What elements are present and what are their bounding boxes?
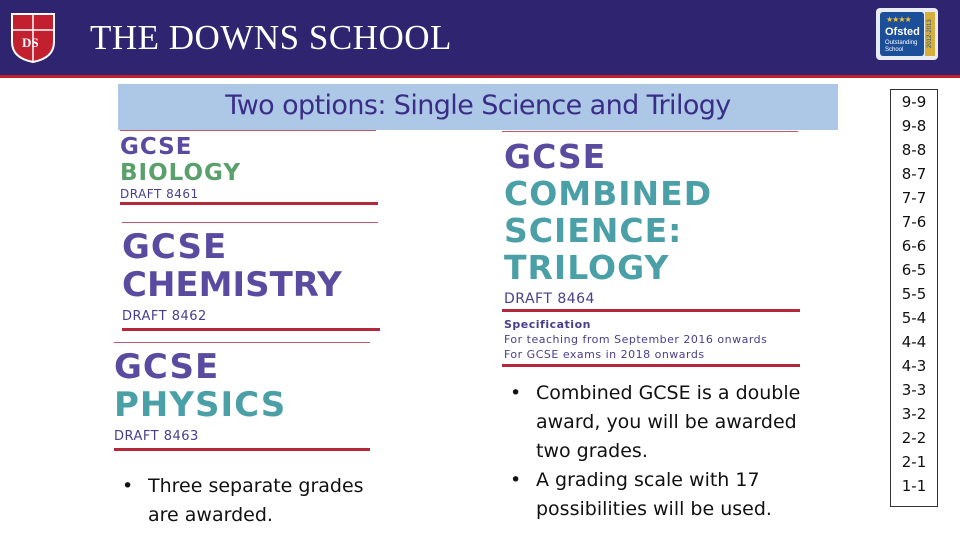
- cover-spec-label: Specification: [504, 318, 591, 331]
- grade-value: 5-5: [901, 285, 927, 303]
- ofsted-grade: Outstanding School: [885, 40, 918, 53]
- grade-scale-box: [890, 89, 938, 507]
- cover-draft-code: DRAFT 8464: [504, 291, 595, 307]
- bullet-item: • A grading scale with 17 possibilities will be used.: [504, 466, 814, 524]
- cover-gcse-label: GCSE: [122, 227, 228, 267]
- ofsted-badge: [876, 8, 938, 60]
- biology-cover: [112, 130, 378, 208]
- slide-title: Two options: Single Science and Trilogy: [225, 90, 731, 121]
- grade-value: 7-7: [901, 189, 927, 207]
- trilogy-cover: [500, 130, 800, 366]
- school-header: [0, 0, 960, 78]
- grade-value: 9-8: [901, 117, 927, 135]
- cover-draft-code: DRAFT 8461: [120, 187, 199, 201]
- cover-subject-label: COMBINED: [504, 174, 713, 213]
- slide-title-bar: [118, 84, 838, 130]
- grade-value: 2-1: [901, 453, 927, 471]
- grade-value: 4-3: [901, 357, 927, 375]
- school-crest-icon: [10, 12, 56, 64]
- crest-letters: DS: [22, 35, 39, 50]
- cover-draft-code: DRAFT 8463: [114, 429, 199, 444]
- stars-icon: ★★★★: [886, 15, 911, 24]
- ofsted-brand: Ofsted: [885, 26, 920, 38]
- grade-value: 1-1: [901, 477, 927, 495]
- grade-value: 7-6: [901, 213, 927, 231]
- cover-rule: [114, 448, 370, 451]
- cover-rule: [120, 130, 376, 131]
- cover-spec-line-1: For teaching from September 2016 onwards: [504, 333, 768, 346]
- grade-value: 9-9: [901, 93, 927, 111]
- chemistry-cover: [112, 222, 380, 334]
- cover-subject-label-3: TRILOGY: [504, 248, 670, 287]
- cover-rule: [502, 131, 798, 132]
- grade-value: 5-4: [901, 309, 927, 327]
- bullet-item: • Three separate grades are awarded.: [116, 472, 376, 530]
- cover-rule: [122, 328, 380, 331]
- grade-value: 4-4: [901, 333, 927, 351]
- ofsted-years: 2012-2013: [925, 12, 935, 56]
- cover-subject-label-2: SCIENCE:: [504, 211, 683, 250]
- cover-subject-label: PHYSICS: [114, 385, 287, 425]
- grade-value: 6-6: [901, 237, 927, 255]
- cover-spec-line-2: For GCSE exams in 2018 onwards: [504, 348, 705, 361]
- cover-subject-label: BIOLOGY: [120, 160, 242, 186]
- grade-value: 3-2: [901, 405, 927, 423]
- cover-gcse-label: GCSE: [114, 347, 220, 387]
- cover-rule: [502, 364, 800, 367]
- grade-value: 8-7: [901, 165, 927, 183]
- cover-gcse-label: GCSE: [504, 137, 607, 176]
- grade-value: 2-2: [901, 429, 927, 447]
- cover-gcse-label: GCSE: [120, 134, 193, 160]
- cover-rule: [114, 342, 370, 343]
- cover-rule: [120, 202, 378, 205]
- grade-value: 8-8: [901, 141, 927, 159]
- grade-value: 6-5: [901, 261, 927, 279]
- trilogy-bullets: [504, 379, 814, 524]
- bullet-item: • Combined GCSE is a double award, you will be awarded two grades.: [504, 379, 814, 466]
- physics-cover: [112, 342, 374, 454]
- cover-subject-label: CHEMISTRY: [122, 265, 342, 305]
- cover-rule: [122, 222, 378, 223]
- grade-value: 3-3: [901, 381, 927, 399]
- cover-draft-code: DRAFT 8462: [122, 309, 207, 324]
- school-name: THE DOWNS SCHOOL: [90, 18, 452, 57]
- separate-science-bullets: [116, 472, 376, 530]
- cover-rule: [502, 309, 800, 312]
